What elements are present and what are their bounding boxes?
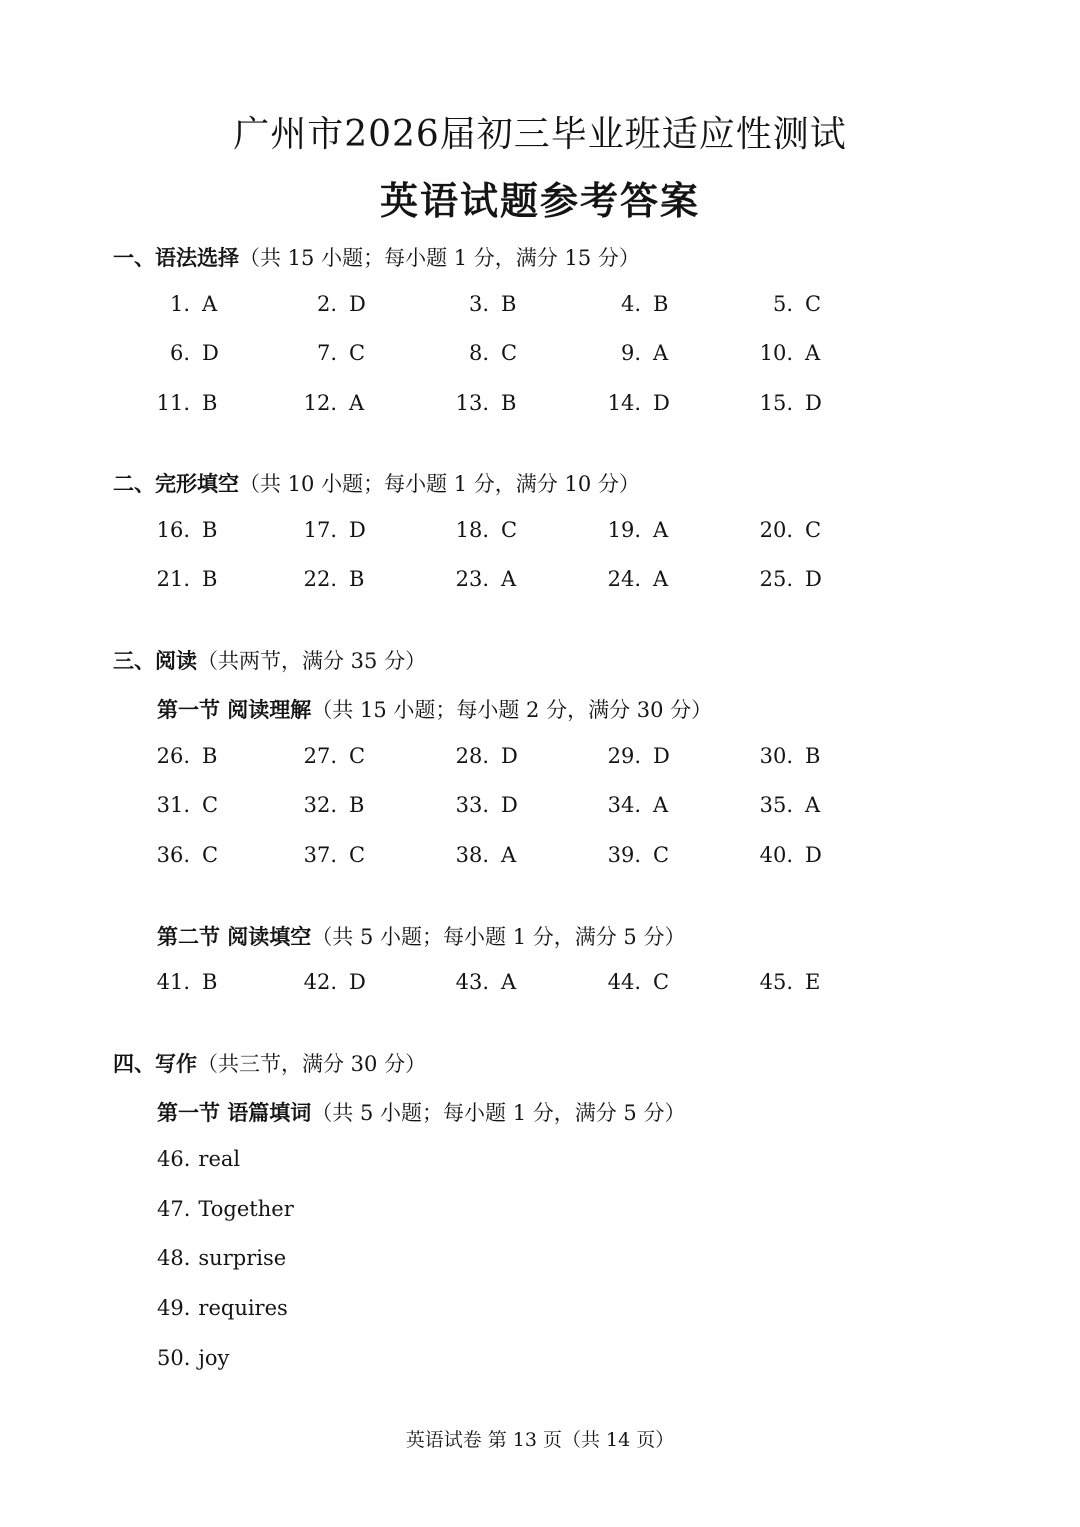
section-3-note: （共两节，满分 35 分） bbox=[197, 649, 427, 673]
answer-row bbox=[0, 744, 1080, 774]
answer-number: 18. bbox=[455, 518, 489, 542]
answer-letter: B bbox=[202, 518, 218, 542]
answer-item bbox=[287, 292, 366, 316]
answer-number: 2. bbox=[316, 292, 337, 316]
word-answer-text: joy bbox=[198, 1346, 230, 1370]
answer-letter: A bbox=[202, 292, 218, 316]
answer-item bbox=[439, 843, 516, 867]
answer-row bbox=[0, 518, 1080, 548]
answer-item bbox=[439, 341, 517, 365]
answer-letter: B bbox=[202, 744, 218, 768]
answer-item bbox=[287, 970, 366, 994]
section-3-part-2-label: 第二节 阅读填空 bbox=[157, 924, 312, 949]
answer-item bbox=[140, 292, 217, 316]
answer-letter: A bbox=[805, 793, 821, 817]
answer-number: 44. bbox=[607, 970, 641, 994]
answer-letter: D bbox=[349, 518, 366, 542]
answer-item bbox=[140, 567, 217, 591]
answer-item bbox=[439, 970, 516, 994]
answer-item bbox=[140, 843, 218, 867]
answer-number: 7. bbox=[316, 341, 337, 365]
answer-number: 5. bbox=[772, 292, 793, 316]
answer-letter: C bbox=[653, 970, 670, 994]
answer-number: 1. bbox=[169, 292, 190, 316]
answer-number: 24. bbox=[607, 567, 641, 591]
answer-number: 21. bbox=[156, 567, 190, 591]
section-2-note: （共 10 小题；每小题 1 分，满分 10 分） bbox=[239, 472, 640, 496]
answer-letter: C bbox=[202, 843, 219, 867]
answer-row bbox=[0, 567, 1080, 597]
answer-letter: B bbox=[202, 970, 218, 994]
answer-item bbox=[439, 518, 517, 542]
answer-number: 31. bbox=[156, 793, 190, 817]
answer-letter: C bbox=[349, 341, 366, 365]
answer-item bbox=[439, 391, 516, 415]
exam-title: 广州市2026届初三毕业班适应性测试 bbox=[233, 114, 847, 155]
answer-letter: C bbox=[349, 843, 366, 867]
answer-letter: C bbox=[653, 843, 670, 867]
answer-item bbox=[140, 793, 218, 817]
answer-number: 29. bbox=[607, 744, 641, 768]
answer-item bbox=[439, 793, 518, 817]
answer-letter: A bbox=[653, 341, 669, 365]
word-answer-text: real bbox=[198, 1147, 241, 1171]
section-2-heading bbox=[113, 468, 640, 498]
answer-letter: B bbox=[202, 567, 218, 591]
answer-number: 34. bbox=[607, 793, 641, 817]
word-answer-number: 47. bbox=[157, 1197, 191, 1221]
answer-number: 3. bbox=[468, 292, 489, 316]
answer-item bbox=[287, 518, 366, 542]
word-answer bbox=[157, 1296, 288, 1320]
section-3-part-1-label: 第一节 阅读理解 bbox=[157, 697, 312, 722]
answer-number: 28. bbox=[455, 744, 489, 768]
answer-letter: D bbox=[501, 744, 518, 768]
answer-number: 16. bbox=[156, 518, 190, 542]
answer-number: 39. bbox=[607, 843, 641, 867]
answer-item bbox=[743, 970, 820, 994]
answer-number: 33. bbox=[455, 793, 489, 817]
answer-number: 35. bbox=[759, 793, 793, 817]
answer-letter: D bbox=[349, 970, 366, 994]
answer-item bbox=[591, 292, 668, 316]
answer-letter: D bbox=[805, 567, 822, 591]
answer-item bbox=[439, 292, 516, 316]
section-3-part-1-heading bbox=[157, 694, 712, 724]
section-4-heading bbox=[113, 1048, 426, 1078]
answer-row bbox=[0, 970, 1080, 1000]
answer-letter: A bbox=[501, 567, 517, 591]
answer-item bbox=[591, 744, 670, 768]
answer-number: 19. bbox=[607, 518, 641, 542]
section-3-heading bbox=[113, 645, 426, 675]
answer-row bbox=[0, 341, 1080, 371]
section-1-heading bbox=[113, 242, 640, 272]
word-answer-number: 49. bbox=[157, 1296, 191, 1320]
answer-number: 4. bbox=[620, 292, 641, 316]
answer-letter: C bbox=[202, 793, 219, 817]
answer-number: 42. bbox=[303, 970, 337, 994]
answer-letter: A bbox=[805, 341, 821, 365]
word-answer bbox=[157, 1346, 229, 1370]
answer-number: 25. bbox=[759, 567, 793, 591]
word-answer-number: 48. bbox=[157, 1246, 191, 1270]
answer-letter: A bbox=[653, 518, 669, 542]
answer-item bbox=[287, 341, 365, 365]
section-1-note: （共 15 小题；每小题 1 分，满分 15 分） bbox=[239, 246, 640, 270]
answer-item bbox=[140, 970, 217, 994]
answer-letter: C bbox=[501, 341, 518, 365]
page-footer: 英语试卷 第 13 页（共 14 页） bbox=[405, 1429, 675, 1451]
answer-item bbox=[287, 843, 365, 867]
answer-item bbox=[591, 970, 669, 994]
answer-item bbox=[591, 518, 668, 542]
answer-item bbox=[140, 744, 217, 768]
answer-number: 17. bbox=[303, 518, 337, 542]
answer-item bbox=[743, 843, 822, 867]
section-4-part-1-note: （共 5 小题；每小题 1 分，满分 5 分） bbox=[311, 1101, 686, 1125]
answer-item bbox=[140, 518, 217, 542]
answer-row bbox=[0, 793, 1080, 823]
word-answer bbox=[157, 1197, 294, 1221]
answer-letter: B bbox=[805, 744, 821, 768]
section-3-label: 三、阅读 bbox=[113, 648, 197, 673]
answer-number: 37. bbox=[303, 843, 337, 867]
section-2-label: 二、完形填空 bbox=[113, 471, 239, 496]
answer-number: 30. bbox=[759, 744, 793, 768]
answer-number: 12. bbox=[303, 391, 337, 415]
answer-letter: A bbox=[653, 793, 669, 817]
answer-item bbox=[287, 793, 364, 817]
answer-number: 14. bbox=[607, 391, 641, 415]
answer-letter: D bbox=[202, 341, 219, 365]
answer-number: 36. bbox=[156, 843, 190, 867]
section-4-part-1-heading bbox=[157, 1097, 685, 1127]
answer-item bbox=[743, 391, 822, 415]
answer-item bbox=[743, 292, 821, 316]
answer-letter: C bbox=[805, 292, 822, 316]
answer-item bbox=[591, 843, 669, 867]
answer-number: 11. bbox=[156, 391, 190, 415]
word-answer-text: Together bbox=[198, 1197, 294, 1221]
section-3-part-2-note: （共 5 小题；每小题 1 分，满分 5 分） bbox=[311, 925, 686, 949]
answer-letter: C bbox=[349, 744, 366, 768]
section-3-part-1-note: （共 15 小题；每小题 2 分，满分 30 分） bbox=[311, 698, 713, 722]
section-4-label: 四、写作 bbox=[113, 1051, 197, 1076]
answer-number: 23. bbox=[455, 567, 489, 591]
answer-item bbox=[743, 567, 822, 591]
answer-item bbox=[743, 793, 820, 817]
answer-row bbox=[0, 391, 1080, 421]
word-answer-text: requires bbox=[198, 1296, 288, 1320]
answer-letter: C bbox=[501, 518, 518, 542]
answer-row bbox=[0, 843, 1080, 873]
section-4-part-1-label: 第一节 语篇填词 bbox=[157, 1100, 312, 1125]
answer-letter: D bbox=[653, 391, 670, 415]
answer-letter: A bbox=[349, 391, 365, 415]
answer-number: 9. bbox=[620, 341, 641, 365]
answer-item bbox=[140, 341, 219, 365]
section-1-label: 一、语法选择 bbox=[113, 245, 239, 270]
answer-item bbox=[287, 567, 364, 591]
answer-item bbox=[591, 391, 670, 415]
answer-item bbox=[439, 744, 518, 768]
answer-letter: B bbox=[202, 391, 218, 415]
answer-item bbox=[743, 341, 820, 365]
answer-letter: D bbox=[349, 292, 366, 316]
word-answer-text: surprise bbox=[198, 1246, 287, 1270]
answer-letter: D bbox=[653, 744, 670, 768]
answer-number: 32. bbox=[303, 793, 337, 817]
answer-number: 43. bbox=[455, 970, 489, 994]
answer-number: 38. bbox=[455, 843, 489, 867]
answer-row bbox=[0, 292, 1080, 322]
answer-key-title: 英语试题参考答案 bbox=[379, 178, 700, 223]
answer-letter: B bbox=[501, 391, 517, 415]
answer-number: 20. bbox=[759, 518, 793, 542]
section-3-part-2-heading bbox=[157, 921, 685, 951]
answer-number: 6. bbox=[169, 341, 190, 365]
answer-number: 26. bbox=[156, 744, 190, 768]
answer-number: 8. bbox=[468, 341, 489, 365]
answer-item bbox=[287, 744, 365, 768]
word-answer bbox=[157, 1147, 240, 1171]
answer-letter: D bbox=[805, 843, 822, 867]
answer-item bbox=[743, 518, 821, 542]
answer-number: 27. bbox=[303, 744, 337, 768]
answer-item bbox=[439, 567, 516, 591]
answer-letter: D bbox=[805, 391, 822, 415]
answer-item bbox=[591, 567, 668, 591]
answer-item bbox=[140, 391, 217, 415]
answer-letter: D bbox=[501, 793, 518, 817]
answer-letter: B bbox=[349, 567, 365, 591]
answer-letter: A bbox=[501, 843, 517, 867]
answer-letter: E bbox=[805, 970, 821, 994]
answer-item bbox=[287, 391, 364, 415]
answer-letter: C bbox=[805, 518, 822, 542]
answer-letter: B bbox=[653, 292, 669, 316]
answer-letter: B bbox=[349, 793, 365, 817]
section-4-note: （共三节，满分 30 分） bbox=[197, 1052, 427, 1076]
word-answer bbox=[157, 1246, 286, 1270]
answer-number: 45. bbox=[759, 970, 793, 994]
answer-letter: A bbox=[501, 970, 517, 994]
answer-letter: A bbox=[653, 567, 669, 591]
word-answer-number: 46. bbox=[157, 1147, 191, 1171]
word-answer-number: 50. bbox=[157, 1346, 191, 1370]
answer-item bbox=[591, 793, 668, 817]
answer-letter: B bbox=[501, 292, 517, 316]
answer-item bbox=[591, 341, 668, 365]
answer-number: 22. bbox=[303, 567, 337, 591]
answer-number: 40. bbox=[759, 843, 793, 867]
answer-number: 10. bbox=[759, 341, 793, 365]
answer-item bbox=[743, 744, 820, 768]
answer-number: 41. bbox=[156, 970, 190, 994]
answer-number: 15. bbox=[759, 391, 793, 415]
answer-number: 13. bbox=[455, 391, 489, 415]
